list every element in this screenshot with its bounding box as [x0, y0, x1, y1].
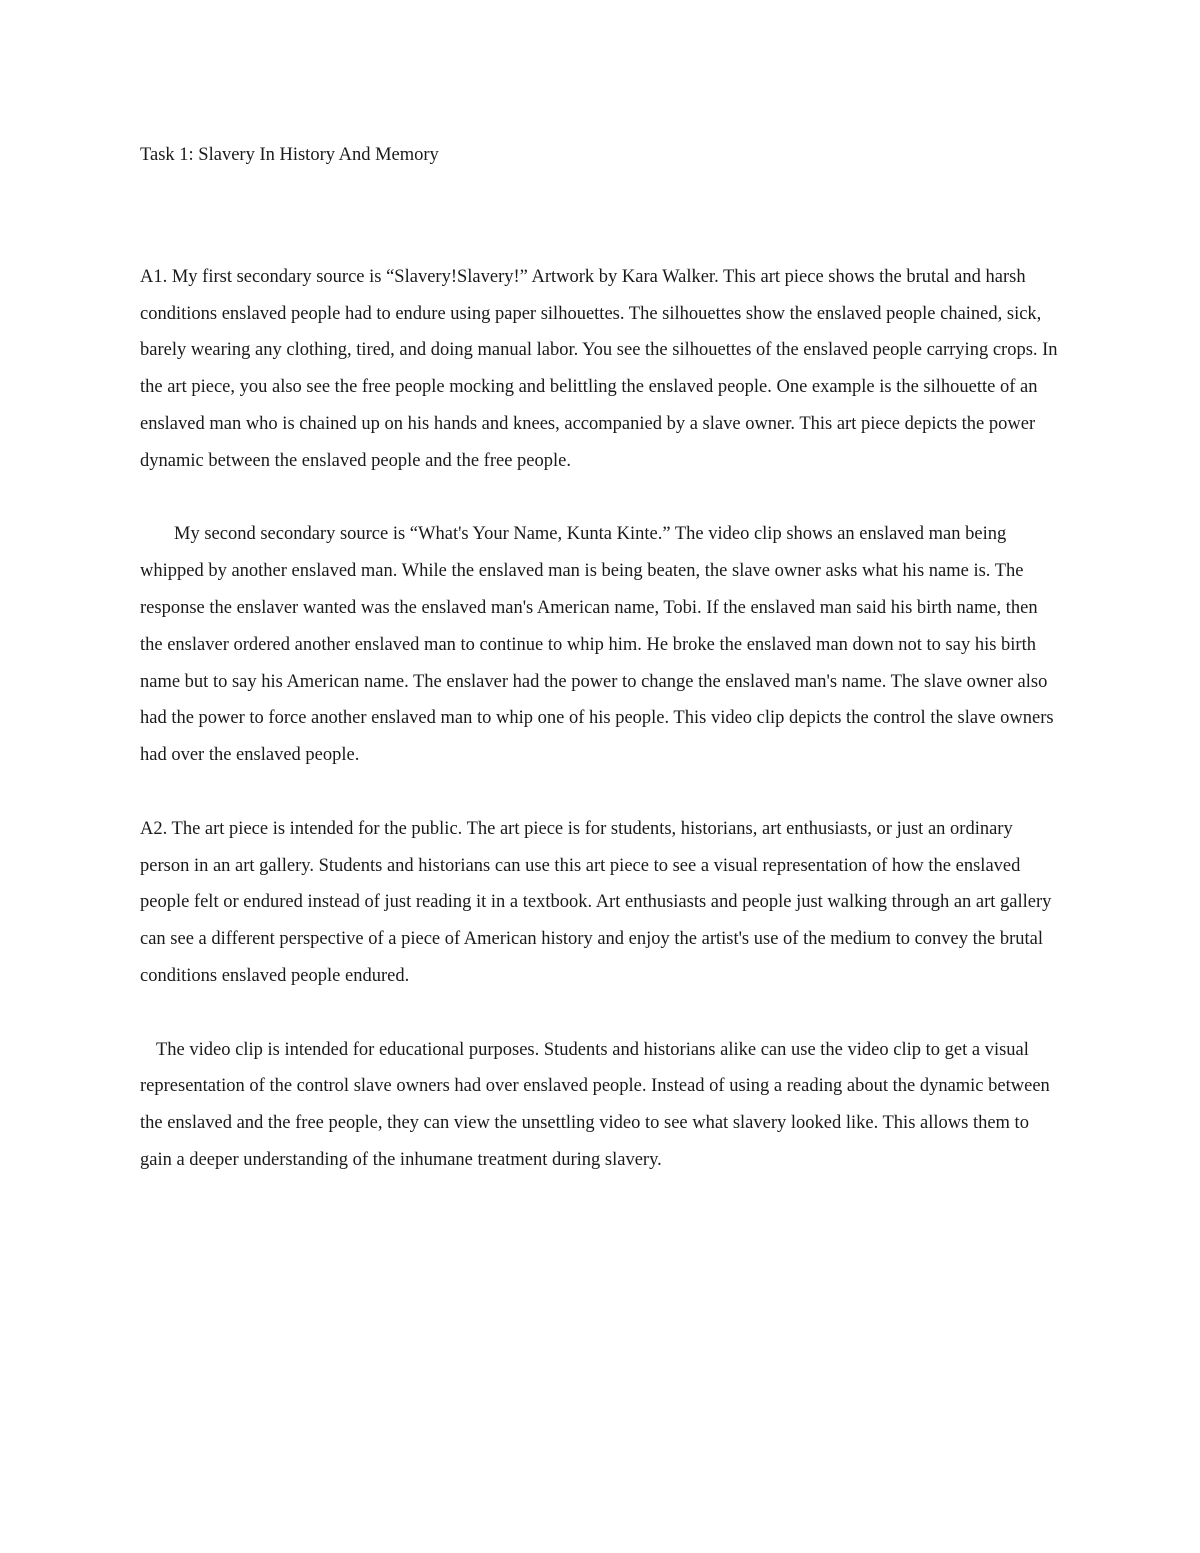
- paragraph-second-source: My second secondary source is “What's Your Name, Kunta Kinte.” The video clip shows an enslaved man being whipped by another enslaved man. While the enslaved man is being beaten, the slave owner asks what his name is. The response the enslaver wanted was the enslaved man's American name, Tobi. If the enslaved man said his birth name, then the enslaver ordered another enslaved man to continue to whip him. He broke the enslaved man down not to say his birth name but to say his American name. The enslaver had the power to change the enslaved man's name. The slave owner also had the power to force another enslaved man to whip one of his people. This video clip depicts the control the slave owners had over the enslaved people.: [140, 524, 1054, 766]
- document-title: Task 1: Slavery In History And Memory: [140, 145, 439, 165]
- paragraph-a2: A2. The art piece is intended for the public. The art piece is for students, historians, art enthusiasts, or just an ordinary person in an art gallery. Students and historians can use this art piece to see a visual representation of how the enslaved people felt or endured instead of just reading it in a textbook. Art enthusiasts and people just walking through an art gallery can see a different perspective of a piece of American history and enjoy the artist's use of the medium to convey the brutal conditions enslaved people endured.: [140, 818, 1052, 986]
- paragraph-video-audience: The video clip is intended for educational purposes. Students and historians alike can use the video clip to get a visual representation of the control slave owners had over enslaved people. Instead of using a reading about the dynamic between the enslaved and the free people, they can view the unsettling video to see what slavery looked like. This allows them to gain a deeper understanding of the inhumane treatment during slavery.: [140, 1039, 1050, 1170]
- paragraph-a1: A1. My first secondary source is “Slavery!Slavery!” Artwork by Kara Walker. This art piece shows the brutal and harsh conditions enslaved people had to endure using paper silhouettes. The silhouettes show the enslaved people chained, sick, barely wearing any clothing, tired, and doing manual labor. You see the silhouettes of the enslaved people carrying crops. In the art piece, you also see the free people mocking and belittling the enslaved people. One example is the silhouette of an enslaved man who is chained up on his hands and knees, accompanied by a slave owner. This art piece depicts the power dynamic between the enslaved people and the free people.: [140, 266, 1058, 471]
- document-body: [140, 137, 1058, 1179]
